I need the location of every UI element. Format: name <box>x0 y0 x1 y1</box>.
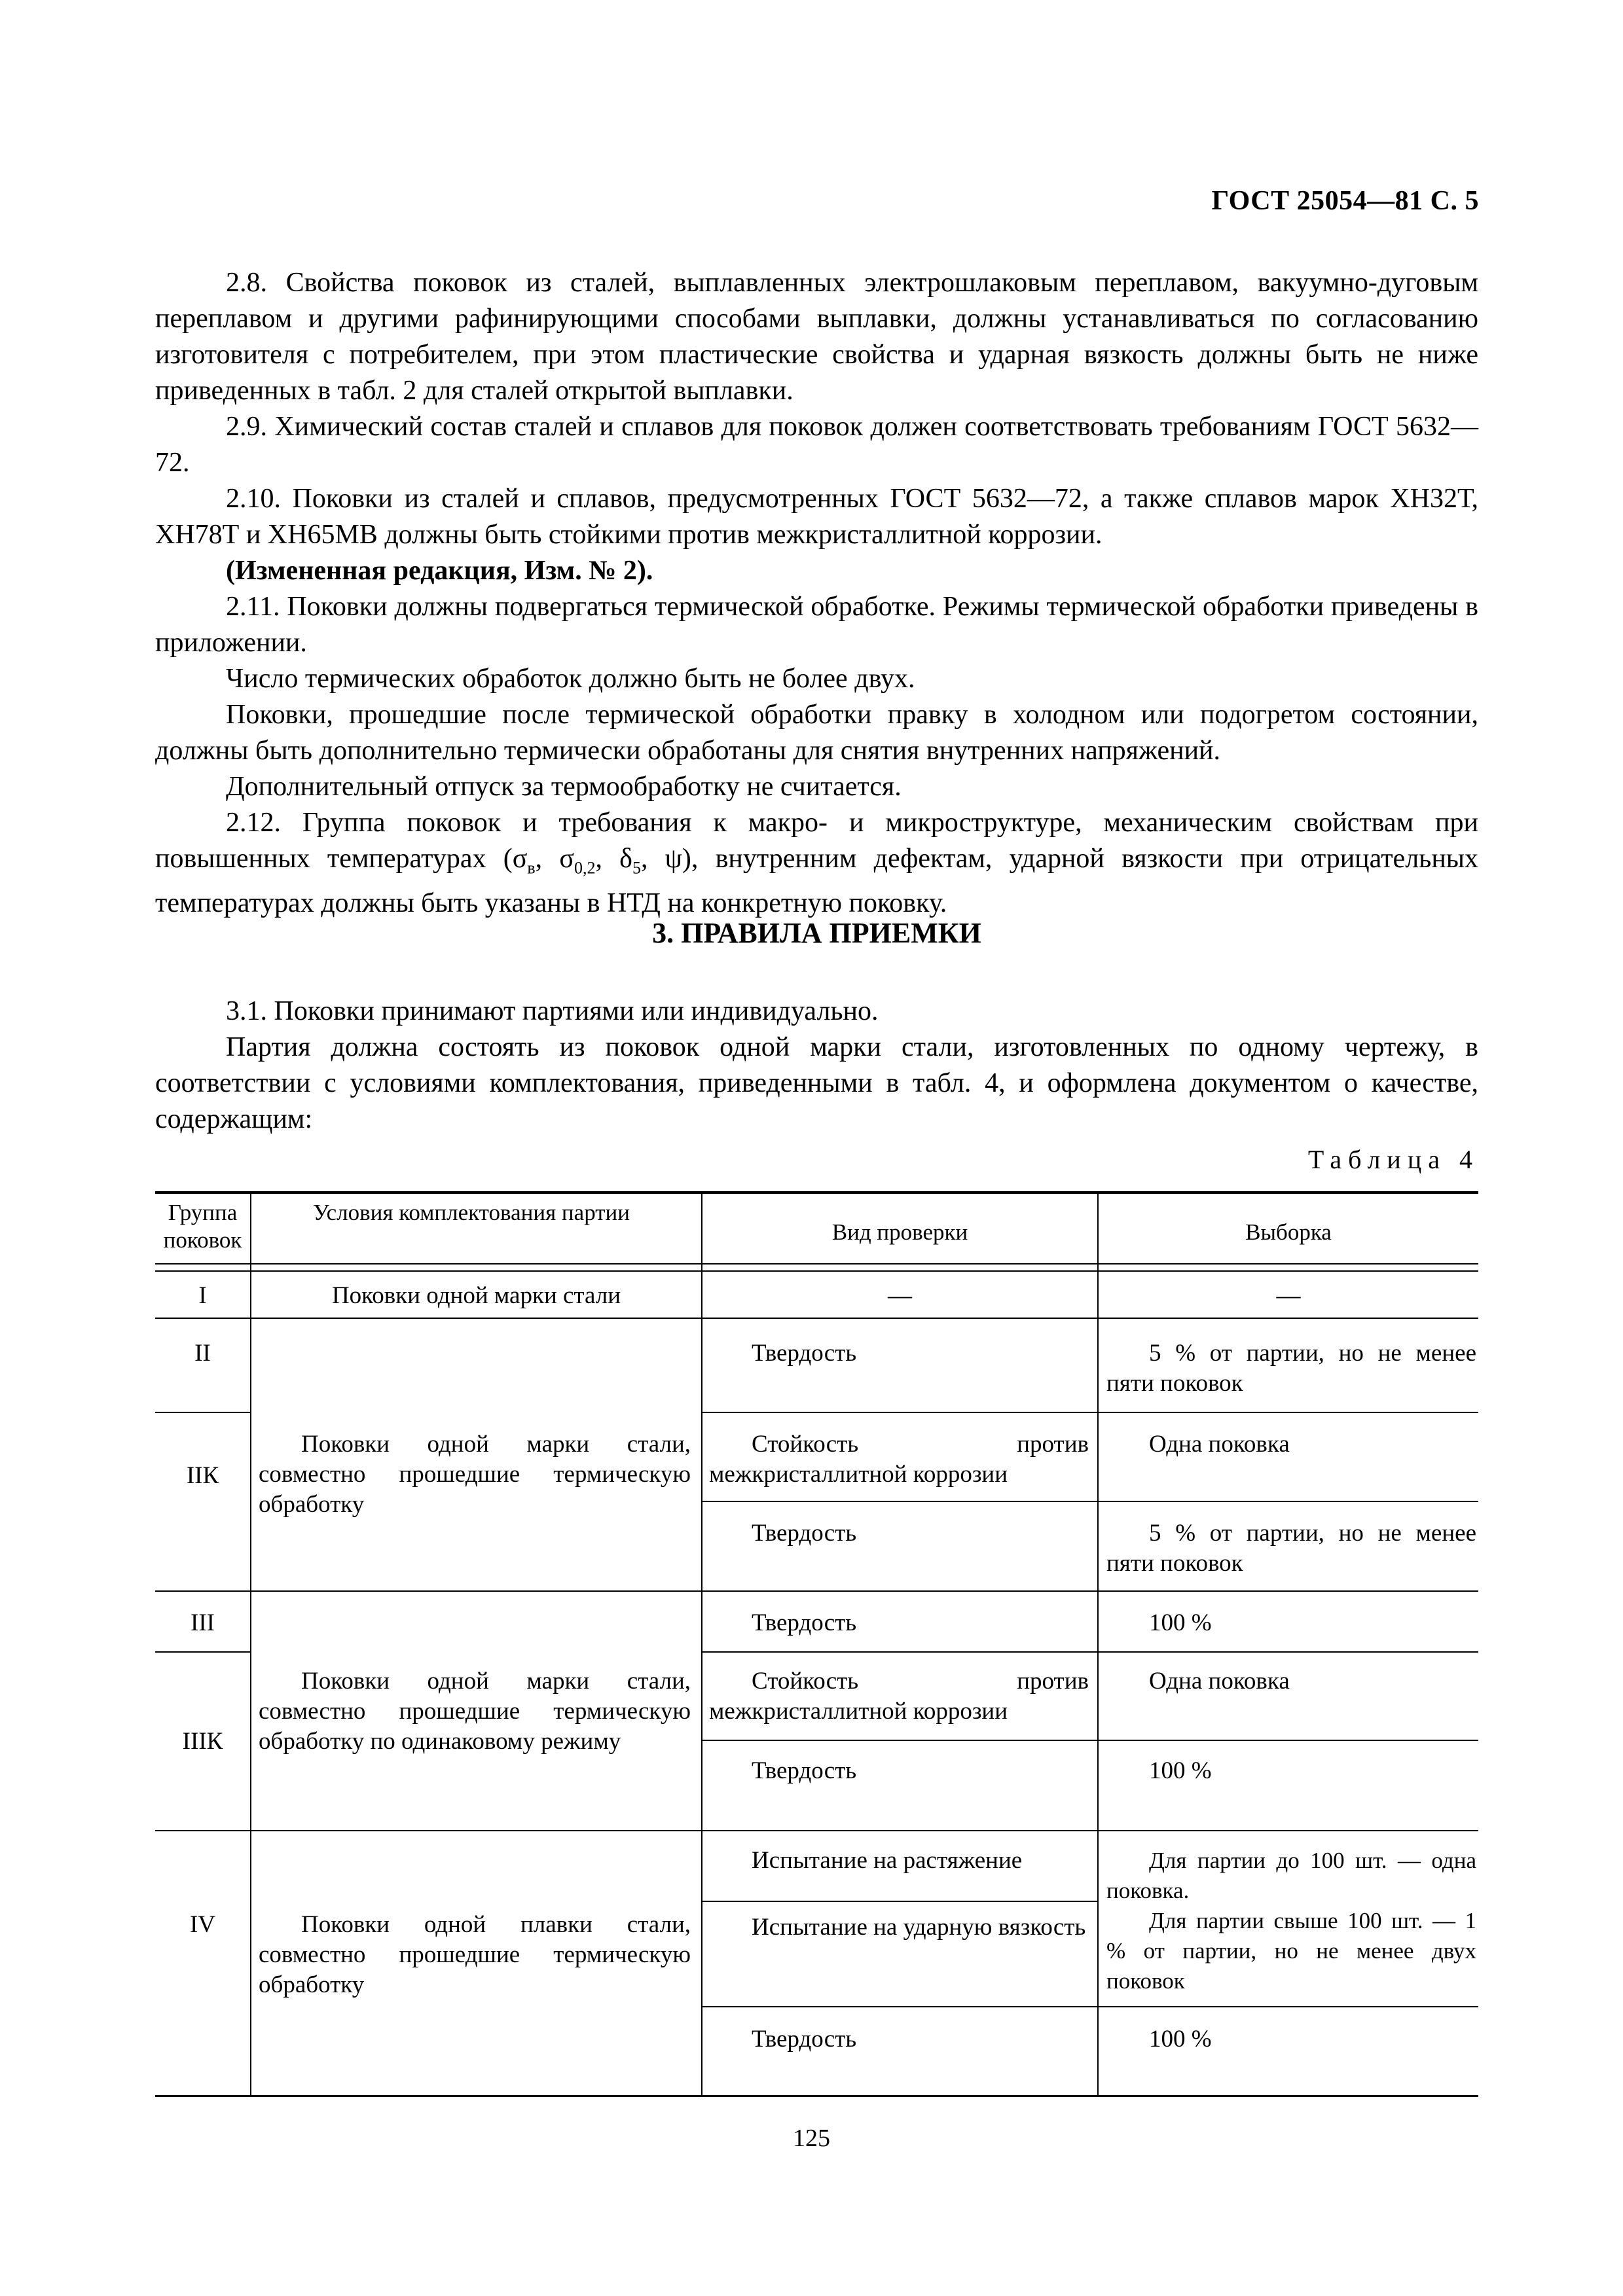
check-iv-impact: Испытание на ударную вязкость <box>752 1914 1086 1941</box>
header-sample: Выборка <box>1245 1219 1332 1245</box>
check-iik-hardness: Твердость <box>752 1520 857 1547</box>
body-text-section-2 <box>155 265 1478 922</box>
header-group: Группа поковок <box>163 1200 242 1253</box>
condition-i: Поковки одной марки стали <box>331 1282 621 1309</box>
paragraph-straightening: Поковки, прошедшие после термической обработки правку в холодном или подогретом состоянии, должны быть дополнительно термически обработаны для снятия внутренних напряжений. <box>155 700 1478 766</box>
group-ii: II <box>194 1340 211 1367</box>
row-divider <box>155 1412 250 1413</box>
paragraph-3-1: 3.1. Поковки принимают партиями или индивидуально. <box>226 996 879 1026</box>
paragraph-2-9: 2.9. Химический состав сталей и сплавов для поковок должен соответствовать требованиям ГОСТ 5632—72. <box>155 412 1478 478</box>
table-caption: Таблица 4 <box>1307 1145 1479 1174</box>
condition-ii: Поковки одной марки стали, совместно прошедшие термическую обработку <box>259 1431 691 1518</box>
body-text-section-3 <box>155 994 1478 1138</box>
check-iiik-corrosion: Стойкость против межкристаллитной коррозии <box>709 1668 1089 1725</box>
sample-iii: 100 % <box>1149 1609 1212 1636</box>
header-check-type: Вид проверки <box>831 1219 968 1245</box>
p212-before: 2.12. Группа поковок и требования к макро- и микроструктуре, механическим свойствам при повышенных температурах (σ <box>155 808 1478 874</box>
amendment-note: (Измененная редакция, Изм. № 2). <box>226 556 653 586</box>
p212-after: , ψ), внутренним дефектам, ударной вязкости при отрицательных температурах должны быть указаны в НТД на конкретную поковку. <box>155 844 1479 919</box>
sample-iik-corrosion: Одна поковка <box>1149 1431 1290 1458</box>
condition-iii: Поковки одной марки стали, совместно прошедшие термическую обработку по одинаковому режиму <box>259 1668 691 1755</box>
row-divider <box>155 1590 1478 1592</box>
col-divider <box>250 1193 251 2096</box>
paragraph-2-12 <box>155 805 1478 922</box>
table-bottom-border <box>155 2095 1478 2097</box>
group-iii: III <box>191 1609 215 1636</box>
sample-iik-hardness: 5 % от партии, но не менее пяти поковок <box>1106 1520 1476 1577</box>
row-divider <box>701 1740 1478 1741</box>
table-top-border <box>155 1191 1478 1194</box>
row-divider <box>701 1501 1478 1502</box>
delta-5-subscript: 5 <box>632 858 641 878</box>
sample-ii: 5 % от партии, но не менее пяти поковок <box>1106 1340 1476 1397</box>
col-divider <box>701 1193 702 2096</box>
header-divider-2 <box>155 1270 1478 1272</box>
page-number: 125 <box>793 2125 830 2152</box>
p212-mid1: , σ <box>535 844 574 874</box>
header-divider-1 <box>155 1263 1478 1265</box>
row-divider <box>155 1318 1478 1319</box>
paragraph-batch: Партия должна состоять из поковок одной марки стали, изготовленных по одному чертежу, в соответствии с условиями комплектования, приведенными в табл. 4, и оформлена документом о качестве, содержащим: <box>155 1032 1478 1134</box>
sample-iv-hardness: 100 % <box>1149 2026 1212 2053</box>
col-divider <box>1097 1193 1099 2096</box>
group-iiik: IIIК <box>182 1728 223 1755</box>
sample-iiik-hardness: 100 % <box>1149 1757 1212 1784</box>
condition-iv: Поковки одной плавки стали, совместно прошедшие термическую обработку <box>259 1911 691 1998</box>
sample-iiik-corrosion: Одна поковка <box>1149 1668 1290 1695</box>
row-divider <box>701 1901 1097 1902</box>
paragraph-2-8: 2.8. Свойства поковок из сталей, выплавленных электрошлаковым переплавом, вакуумно-дуговым переплавом и другими рафинирующими способами выплавки, должны устанавливаться по согласованию изготовителя с потребителем, при этом пластические свойства и ударная вязкость должны быть не ниже приведенных в табл. 2 для сталей открытой выплавки. <box>155 268 1478 406</box>
row-divider <box>701 2006 1478 2007</box>
document-header: ГОСТ 25054—81 С. 5 <box>1211 186 1479 216</box>
row-divider <box>701 1651 1478 1653</box>
row-divider <box>155 1651 250 1653</box>
group-iik: IIК <box>186 1462 219 1489</box>
header-conditions: Условия комплектования партии <box>313 1200 630 1225</box>
sample-iv-up-to-100: Для партии до 100 шт. — одна поковка. <box>1106 1848 1476 1903</box>
check-iii-hardness: Твердость <box>752 1609 857 1636</box>
row-divider <box>701 1412 1478 1413</box>
check-iik-corrosion: Стойкость против межкристаллитной коррозии <box>709 1431 1089 1488</box>
sigma-b-subscript: в <box>527 858 536 878</box>
sample-i: — <box>1276 1282 1301 1309</box>
section-title: 3. ПРАВИЛА ПРИЕМКИ <box>652 917 981 949</box>
sample-iv-over-100: Для партии свыше 100 шт. — 1 % от партии, но не менее двух поковок <box>1106 1908 1476 1994</box>
paragraph-heat-treatment-count: Число термических обработок должно быть не более двух. <box>226 664 915 694</box>
p212-mid2: , δ <box>595 844 632 874</box>
group-iv: IV <box>189 1911 216 1938</box>
check-i: — <box>888 1282 912 1309</box>
check-ii-hardness: Твердость <box>752 1340 857 1367</box>
check-iv-tensile: Испытание на растяжение <box>752 1847 1023 1874</box>
row-divider <box>155 1830 1478 1831</box>
paragraph-2-10: 2.10. Поковки из сталей и сплавов, предусмотренных ГОСТ 5632—72, а также сплавов марок ХН32Т, ХН78Т и ХН65МВ должны быть стойкими против межкристаллитной коррозии. <box>155 484 1478 550</box>
check-iv-hardness: Твердость <box>752 2026 857 2053</box>
paragraph-additional-tempering: Дополнительный отпуск за термообработку не считается. <box>226 772 902 802</box>
paragraph-2-11: 2.11. Поковки должны подвергаться термической обработке. Режимы термической обработки приведены в приложении. <box>155 592 1478 658</box>
sigma-02-subscript: 0,2 <box>574 858 596 878</box>
group-i: I <box>198 1282 207 1309</box>
check-iiik-hardness: Твердость <box>752 1757 857 1784</box>
